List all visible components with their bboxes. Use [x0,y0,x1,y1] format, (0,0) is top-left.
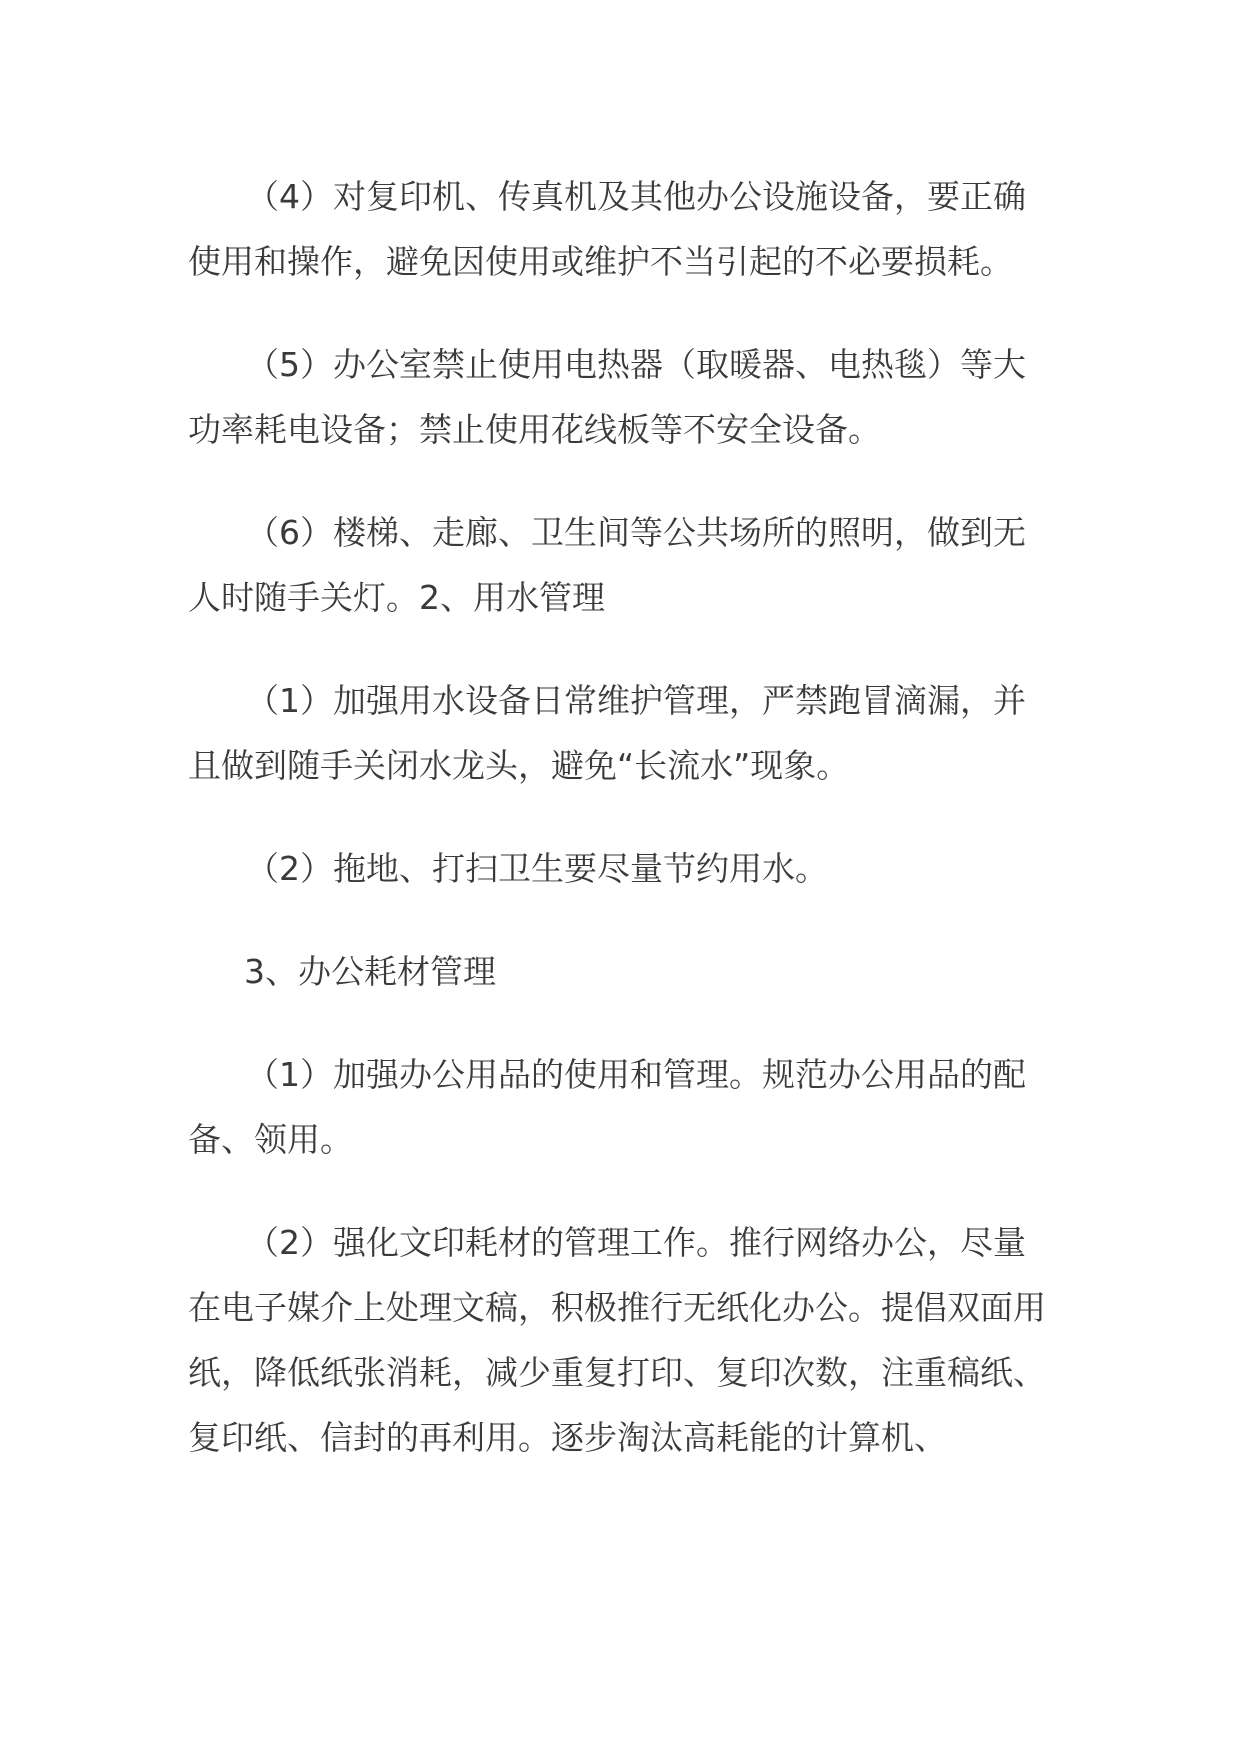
paragraph-printing-consumables: （2）强化文印耗材的管理工作。推行网络办公，尽量在电子媒介上处理文稿，积极推行无纸化办公。提倡双面用纸，降低纸张消耗，减少重复打印、复印次数，注重稿纸、复印纸、信封的再利用。逐步淘汰高耗能的计算机、 [188,1223,1046,1457]
paragraph-water-equipment: （1）加强用水设备日常维护管理，严禁跑冒滴漏，并且做到随手关闭水龙头，避免“长流水”现象。 [188,681,1026,785]
paragraph-public-lighting: （6）楼梯、走廊、卫生间等公共场所的照明，做到无人时随手关灯。2、用水管理 [188,513,1026,617]
document-body [188,164,1048,1508]
paragraph-electric-heater-ban: （5）办公室禁止使用电热器（取暖器、电热毯）等大功率耗电设备；禁止使用花线板等不安全设备。 [188,345,1026,449]
paragraph-copier-fax-usage: （4）对复印机、传真机及其他办公设施设备，要正确使用和操作，避免因使用或维护不当引起的不必要损耗。 [188,177,1026,281]
paragraph-cleaning-water: （2）拖地、打扫卫生要尽量节约用水。 [246,849,828,888]
section-heading-office-supplies: 3、办公耗材管理 [244,952,496,991]
paragraph-office-supplies-use: （1）加强办公用品的使用和管理。规范办公用品的配备、领用。 [188,1055,1026,1159]
